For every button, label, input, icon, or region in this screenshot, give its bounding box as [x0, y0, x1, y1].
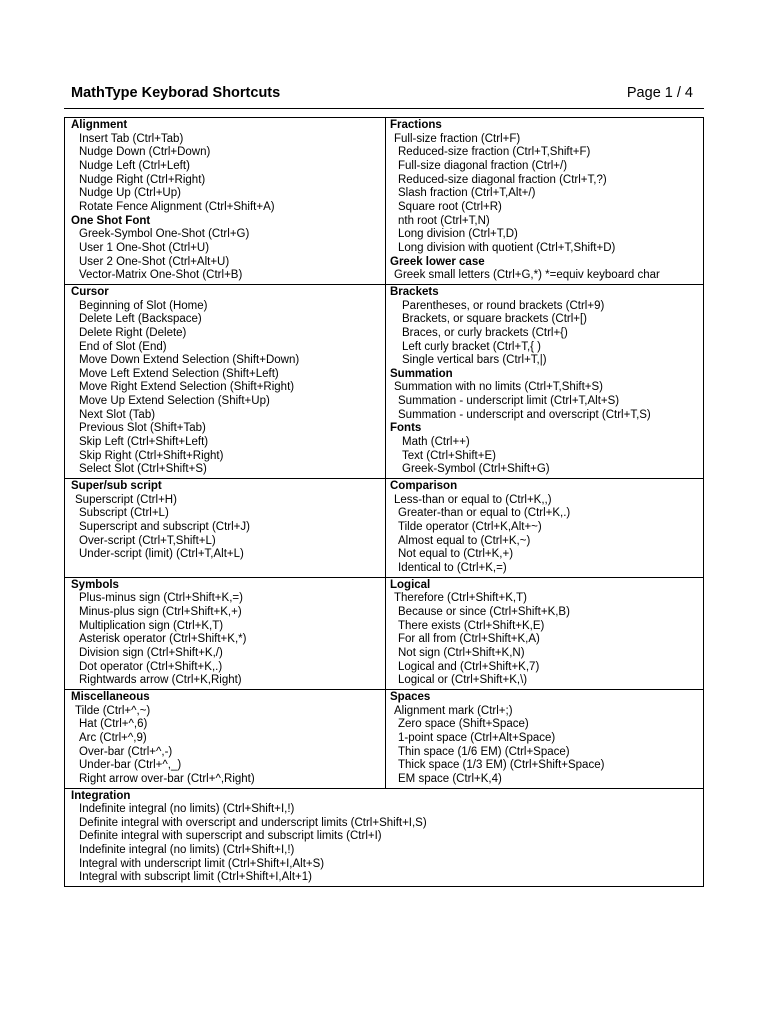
shortcut-entry: Reduced-size diagonal fraction (Ctrl+T,?) — [398, 173, 607, 186]
section-heading-brackets: Brackets — [390, 285, 439, 298]
shortcut-entry: Under-script (limit) (Ctrl+T,Alt+L) — [79, 548, 244, 561]
shortcut-entry: Definite integral with superscript and subscript limits (Ctrl+I) — [79, 830, 382, 843]
shortcut-entry: Under-bar (Ctrl+^,_) — [79, 759, 182, 772]
shortcut-entry: Skip Right (Ctrl+Shift+Right) — [79, 449, 224, 462]
shortcut-entry: Summation with no limits (Ctrl+T,Shift+S) — [394, 381, 603, 394]
shortcut-entry: Nudge Up (Ctrl+Up) — [79, 187, 181, 200]
section-heading-greek-lower-case: Greek lower case — [390, 255, 485, 268]
shortcut-entry: Move Down Extend Selection (Shift+Down) — [79, 354, 300, 367]
shortcut-entry: Subscript (Ctrl+L) — [79, 507, 169, 520]
shortcut-entry: Brackets, or square brackets (Ctrl+[) — [402, 313, 588, 326]
shortcut-entry: Greek small letters (Ctrl+G,*) *=equiv keyboard char — [394, 269, 660, 282]
shortcut-entry: Indefinite integral (no limits) (Ctrl+Shift+I,!) — [79, 803, 295, 816]
shortcut-entry: There exists (Ctrl+Shift+K,E) — [398, 619, 545, 632]
shortcut-entry: Single vertical bars (Ctrl+T,|) — [402, 354, 547, 367]
shortcut-entry: Tilde operator (Ctrl+K,Alt+~) — [398, 521, 542, 534]
shortcut-entry: Text (Ctrl+Shift+E) — [402, 449, 496, 462]
shortcut-entry: Beginning of Slot (Home) — [79, 299, 208, 312]
shortcut-entry: Long division (Ctrl+T,D) — [398, 228, 518, 241]
integration-cell — [65, 789, 703, 887]
shortcut-entry: User 2 One-Shot (Ctrl+Alt+U) — [79, 255, 230, 268]
shortcut-entry: Therefore (Ctrl+Shift+K,T) — [394, 592, 527, 605]
shortcut-entry: Minus-plus sign (Ctrl+Shift+K,+) — [79, 605, 242, 618]
shortcut-entry: End of Slot (End) — [79, 340, 167, 353]
table-row — [65, 578, 703, 690]
shortcut-entry: User 1 One-Shot (Ctrl+U) — [79, 241, 210, 254]
shortcut-entry: Integral with underscript limit (Ctrl+Shift+I,Alt+S) — [79, 857, 325, 870]
shortcut-entry: Rotate Fence Alignment (Ctrl+Shift+A) — [79, 200, 275, 213]
shortcut-entry: Superscript (Ctrl+H) — [75, 493, 177, 506]
shortcut-entry: Because or since (Ctrl+Shift+K,B) — [398, 605, 570, 618]
right-column-cell — [386, 578, 703, 689]
left-column-cell — [65, 690, 386, 788]
left-column-cell — [65, 479, 386, 577]
shortcut-entry: Next Slot (Tab) — [79, 408, 156, 421]
shortcut-entry: Delete Left (Backspace) — [79, 313, 202, 326]
shortcut-entry: Nudge Left (Ctrl+Left) — [79, 159, 190, 172]
shortcut-entry: Plus-minus sign (Ctrl+Shift+K,=) — [79, 592, 243, 605]
shortcut-entry: EM space (Ctrl+K,4) — [398, 772, 502, 785]
shortcut-entry: Identical to (Ctrl+K,=) — [398, 562, 507, 574]
shortcut-entry: Asterisk operator (Ctrl+Shift+K,*) — [79, 633, 247, 646]
left-column-cell — [65, 118, 386, 284]
shortcut-entry: Long division with quotient (Ctrl+T,Shift+D) — [398, 241, 616, 254]
shortcut-entry: Tilde (Ctrl+^,~) — [75, 704, 151, 717]
shortcut-entry: Full-size fraction (Ctrl+F) — [394, 132, 521, 145]
shortcut-entry: Thick space (1/3 EM) (Ctrl+Shift+Space) — [398, 759, 605, 772]
section-heading-super-sub-script: Super/sub script — [71, 480, 162, 493]
shortcut-entry: Division sign (Ctrl+Shift+K,/) — [79, 646, 223, 659]
shortcut-entry: Slash fraction (Ctrl+T,Alt+/) — [398, 187, 536, 200]
shortcut-entry: Greek-Symbol One-Shot (Ctrl+G) — [79, 228, 250, 241]
shortcut-entry: Insert Tab (Ctrl+Tab) — [79, 132, 184, 145]
shortcut-entry: Left curly bracket (Ctrl+T,{ ) — [402, 340, 541, 353]
shortcut-entry: Nudge Right (Ctrl+Right) — [79, 173, 206, 186]
shortcut-entry: Dot operator (Ctrl+Shift+K,.) — [79, 660, 223, 673]
shortcut-entry: Move Right Extend Selection (Shift+Right) — [79, 381, 295, 394]
right-column-cell — [386, 285, 703, 478]
shortcut-entry: Rightwards arrow (Ctrl+K,Right) — [79, 674, 242, 687]
page-number: Page 1 / 4 — [626, 85, 693, 101]
shortcut-entry: Delete Right (Delete) — [79, 326, 187, 339]
table-row — [65, 690, 703, 789]
section-heading-symbols: Symbols — [71, 578, 119, 591]
shortcut-entry: Reduced-size fraction (Ctrl+T,Shift+F) — [398, 146, 591, 159]
table-row — [65, 118, 703, 285]
shortcut-entry: Multiplication sign (Ctrl+K,T) — [79, 619, 224, 632]
shortcut-entry: Zero space (Shift+Space) — [398, 718, 529, 731]
shortcut-entry: Braces, or curly brackets (Ctrl+{) — [402, 326, 568, 339]
shortcut-entry: Arc (Ctrl+^,9) — [79, 731, 147, 744]
shortcut-entry: Almost equal to (Ctrl+K,~) — [398, 534, 531, 547]
shortcut-entry: Greater-than or equal to (Ctrl+K,.) — [398, 507, 571, 520]
shortcut-entry: Logical and (Ctrl+Shift+K,7) — [398, 660, 540, 673]
shortcut-entry: Move Left Extend Selection (Shift+Left) — [79, 367, 279, 380]
shortcut-entry: Indefinite integral (no limits) (Ctrl+Shift+I,!) — [79, 844, 295, 857]
shortcut-entry: Previous Slot (Shift+Tab) — [79, 422, 206, 435]
shortcut-table — [64, 117, 704, 887]
section-heading-cursor: Cursor — [71, 285, 109, 298]
right-column-cell — [386, 479, 703, 577]
shortcut-entry: Alignment mark (Ctrl+;) — [394, 704, 513, 717]
section-heading-alignment: Alignment — [71, 119, 128, 131]
shortcut-entry: Superscript and subscript (Ctrl+J) — [79, 521, 250, 534]
shortcut-entry: Logical or (Ctrl+Shift+K,\) — [398, 674, 528, 687]
shortcut-entry: Integral with subscript limit (Ctrl+Shift+I,Alt+1) — [79, 871, 312, 884]
left-column-cell — [65, 578, 386, 689]
table-row-integration — [65, 789, 703, 887]
right-column-cell — [386, 690, 703, 788]
shortcut-entry: Summation - underscript limit (Ctrl+T,Alt+S) — [398, 395, 620, 408]
section-heading-integration: Integration — [71, 789, 131, 802]
table-row — [65, 479, 703, 578]
shortcut-entry: Vector-Matrix One-Shot (Ctrl+B) — [79, 269, 243, 282]
shortcut-entry: nth root (Ctrl+T,N) — [398, 214, 490, 227]
shortcut-entry: Right arrow over-bar (Ctrl+^,Right) — [79, 772, 255, 785]
section-heading-comparison: Comparison — [390, 480, 458, 493]
section-heading-one-shot-font: One Shot Font — [71, 214, 151, 227]
shortcut-entry: Greek-Symbol (Ctrl+Shift+G) — [402, 463, 550, 476]
shortcut-entry: Full-size diagonal fraction (Ctrl+/) — [398, 159, 568, 172]
shortcut-entry: 1-point space (Ctrl+Alt+Space) — [398, 731, 556, 744]
shortcut-entry: Hat (Ctrl+^,6) — [79, 718, 148, 731]
section-heading-fractions: Fractions — [390, 119, 442, 131]
shortcut-entry: Over-bar (Ctrl+^,-) — [79, 745, 173, 758]
section-heading-logical: Logical — [390, 578, 431, 591]
section-heading-fonts: Fonts — [390, 422, 422, 435]
shortcut-entry: For all from (Ctrl+Shift+K,A) — [398, 633, 540, 646]
page-title: MathType Keyborad Shortcuts — [71, 85, 281, 101]
shortcut-entry: Select Slot (Ctrl+Shift+S) — [79, 463, 207, 476]
section-heading-miscellaneous: Miscellaneous — [71, 690, 150, 703]
section-heading-spaces: Spaces — [390, 690, 431, 703]
shortcut-entry: Move Up Extend Selection (Shift+Up) — [79, 395, 270, 408]
shortcut-entry: Square root (Ctrl+R) — [398, 200, 502, 213]
shortcut-entry: Less-than or equal to (Ctrl+K,,) — [394, 493, 552, 506]
shortcut-entry: Over-script (Ctrl+T,Shift+L) — [79, 534, 216, 547]
shortcut-entry: Definite integral with overscript and underscript limits (Ctrl+Shift+I,S) — [79, 816, 427, 829]
left-column-cell — [65, 285, 386, 478]
shortcut-entry: Not sign (Ctrl+Shift+K,N) — [398, 646, 525, 659]
title-rule — [64, 108, 704, 109]
shortcut-entry: Skip Left (Ctrl+Shift+Left) — [79, 436, 209, 449]
section-heading-summation: Summation — [390, 367, 453, 380]
shortcut-entry: Summation - underscript and overscript (Ctrl+T,S) — [398, 408, 651, 421]
shortcut-entry: Parentheses, or round brackets (Ctrl+9) — [402, 299, 605, 312]
right-column-cell — [386, 118, 703, 284]
shortcut-entry: Math (Ctrl++) — [402, 436, 470, 449]
shortcut-entry: Nudge Down (Ctrl+Down) — [79, 146, 211, 159]
table-row — [65, 285, 703, 479]
shortcut-entry: Not equal to (Ctrl+K,+) — [398, 548, 514, 561]
shortcut-entry: Thin space (1/6 EM) (Ctrl+Space) — [398, 745, 570, 758]
